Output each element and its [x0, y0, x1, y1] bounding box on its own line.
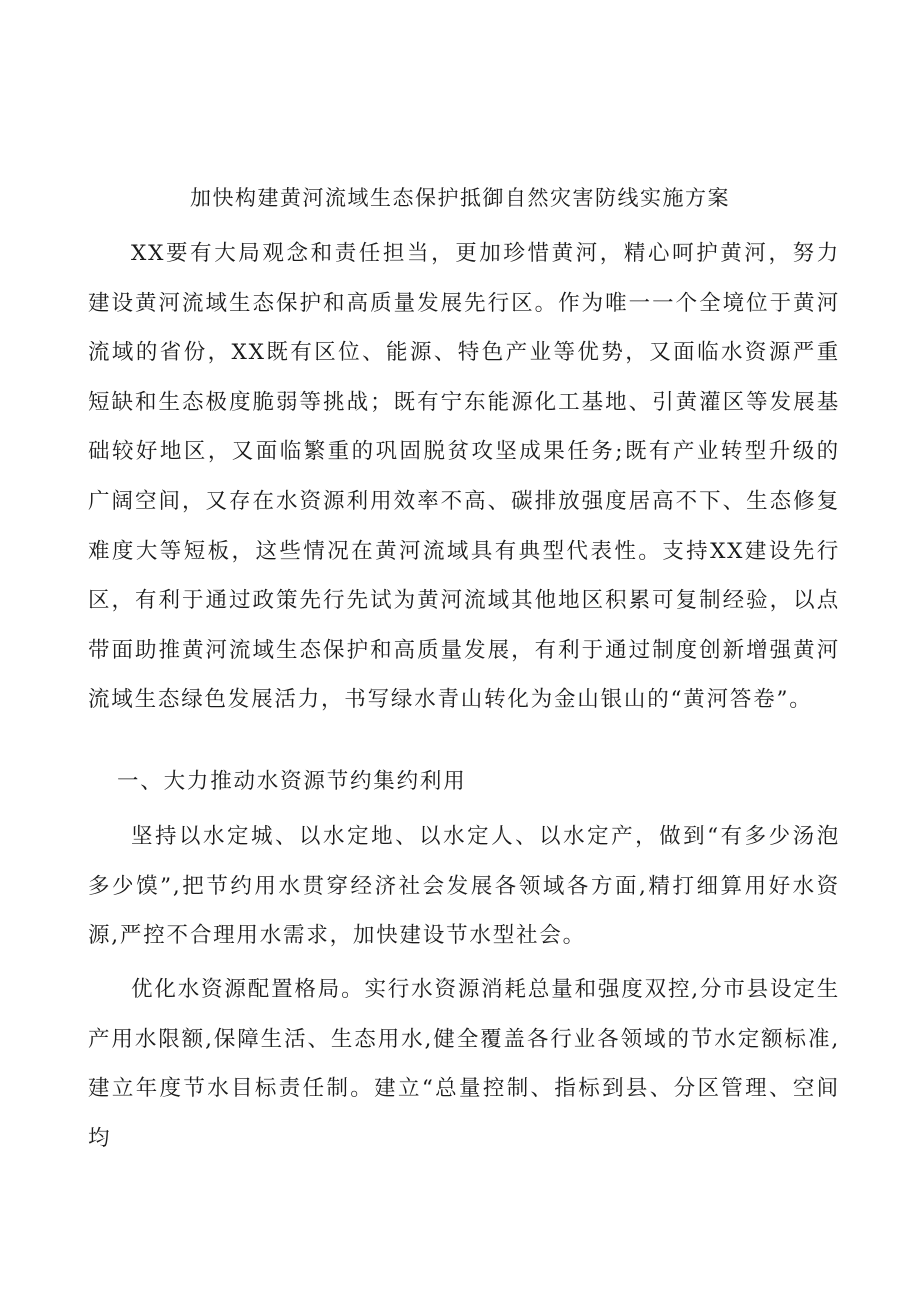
intro-paragraph: XX要有大局观念和责任担当，更加珍惜黄河，精心呵护黄河，努力建设黄河流域生态保护和高质量发展先行区。作为唯一一个全境位于黄河流域的省份，XX既有区位、能源、特色产业等优势，又面临水资源严重短缺和生态极度脆弱等挑战；既有宁东能源化工基地、引黄灌区等发展基础较好地区，又面临繁重的巩固脱贫攻坚成果任务;既有产业转型升级的广阔空间，又存在水资源利用效率不高、碳排放强度居高不下、生态修复难度大等短板，这些情况在黄河流域具有典型代表性。支持XX建设先行区，有利于通过政策先行先试为黄河流域其他地区积累可复制经验，以点带面助推黄河流域生态保护和高质量发展，有利于通过制度创新增强黄河流域生态绿色发展活力，书写绿水青山转化为金山银山的“黄河答卷”。 — [88, 241, 840, 713]
section-paragraph: 优化水资源配置格局。实行水资源消耗总量和强度双控,分市县设定生产用水限额,保障生活、生态用水,健全覆盖各行业各领域的节水定额标准,建立年度节水目标责任制。建立“总量控制、指标到县、分区管理、空间均 — [88, 977, 840, 1151]
section-heading: 一、大力推动水资源节约集约利用 — [117, 769, 467, 794]
document-title: 加快构建黄河流域生态保护抵御自然灾害防线实施方案 — [190, 186, 730, 210]
section-paragraph: 坚持以水定城、以水定地、以水定人、以水定产，做到“有多少汤泡多少馍”,把节约用水贯穿经济社会发展各领域各方面,精打细算用好水资源,严控不合理用水需求，加快建设节水型社会。 — [88, 824, 840, 949]
